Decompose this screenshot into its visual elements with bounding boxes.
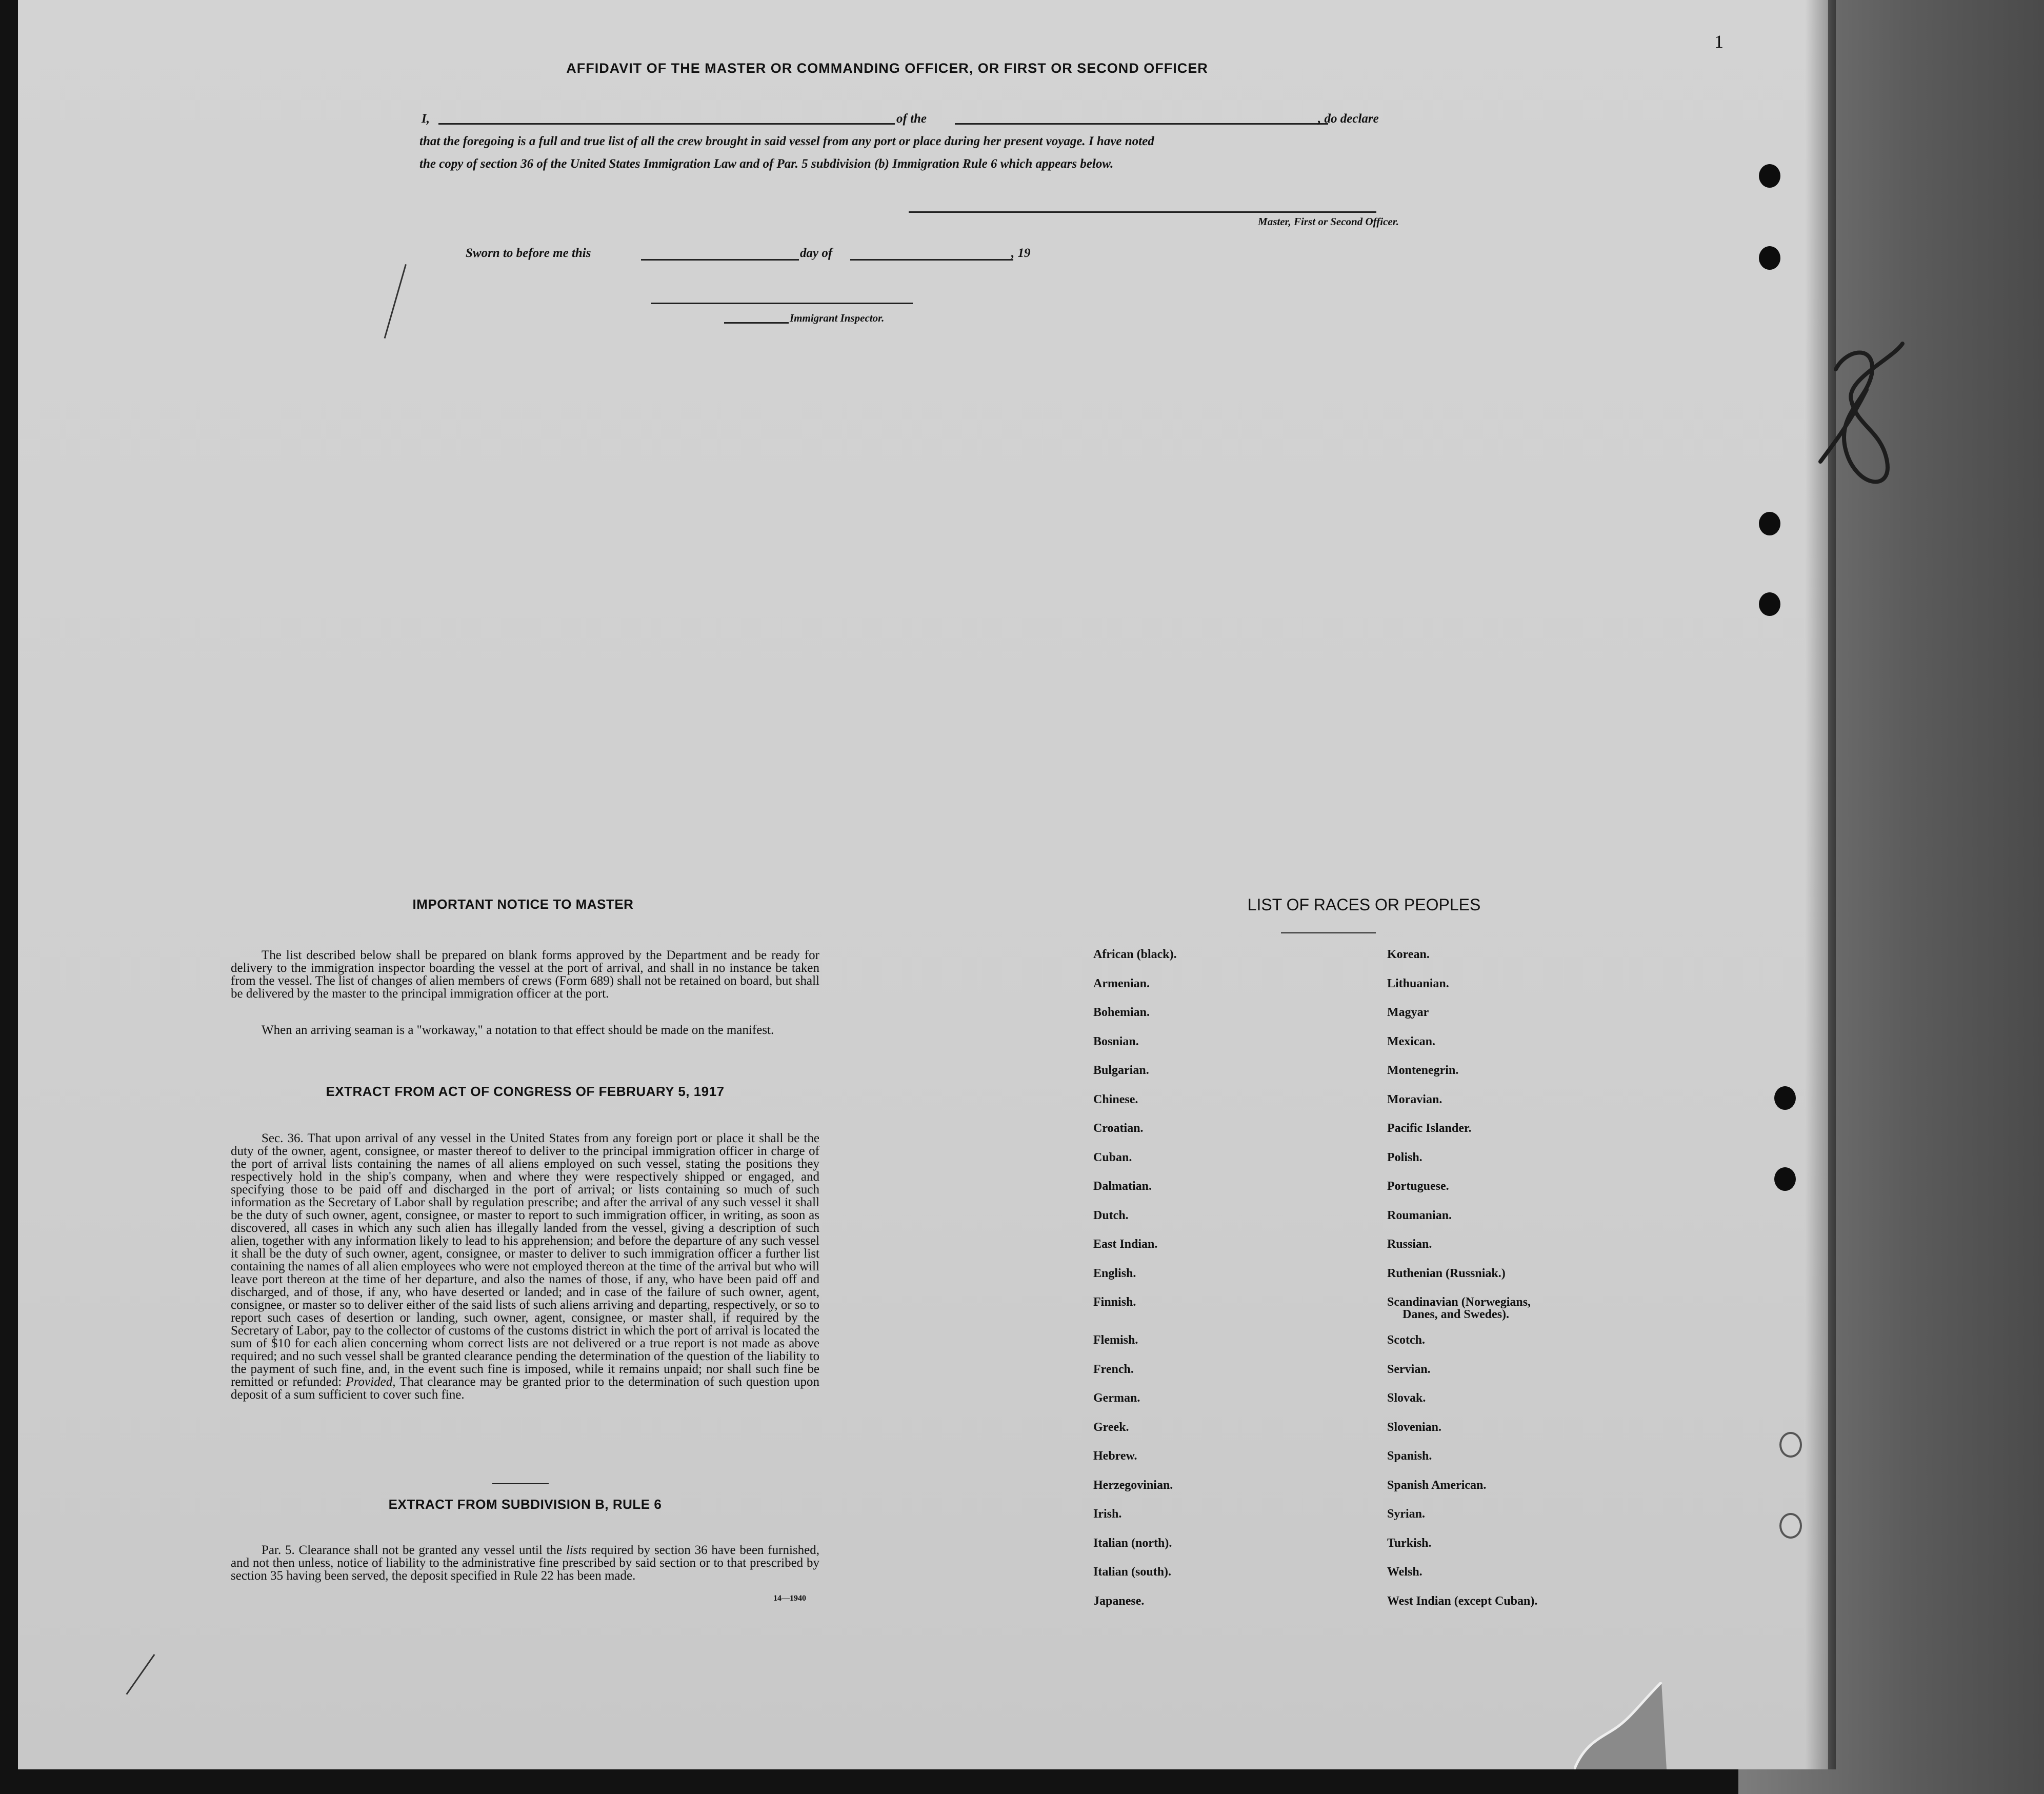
race-entry: Pacific Islander. <box>1387 1122 1472 1135</box>
section-36-end: That clearance may be granted prior to the determination of such question upon deposit of a sum sufficient to cover such fine. <box>231 1375 819 1402</box>
race-entry: Bohemian. <box>1093 1006 1150 1019</box>
sworn-month-blank[interactable] <box>850 259 1013 261</box>
vessel-blank[interactable] <box>955 123 1328 125</box>
sworn-label: Sworn to before me this <box>466 246 591 260</box>
race-entry: Japanese. <box>1093 1594 1145 1608</box>
race-entry: Flemish. <box>1093 1333 1138 1347</box>
race-entry: Greek. <box>1093 1420 1129 1434</box>
provided-word: Provided, <box>346 1375 396 1389</box>
day-of-label: day of <box>800 246 833 260</box>
race-entry: Cuban. <box>1093 1150 1132 1164</box>
handwritten-mark <box>1815 338 1918 523</box>
act-extract-title: EXTRACT FROM ACT OF CONGRESS OF FEBRUARY 5, 1917 <box>326 1084 725 1099</box>
race-entry: Syrian. <box>1387 1507 1426 1521</box>
binder-hole <box>1759 164 1780 188</box>
affidavit-line-3: the copy of section 36 of the United States Immigration Law and of Par. 5 subdivision (b) Immigration Rule 6 which appears below. <box>419 157 1114 171</box>
race-entry: Croatian. <box>1093 1122 1144 1135</box>
race-entry: Lithuanian. <box>1387 976 1449 990</box>
race-entry: French. <box>1093 1362 1134 1376</box>
affidavit-i-label: I, <box>422 112 430 126</box>
binder-hole-ring <box>1779 1432 1802 1458</box>
race-entry: Moravian. <box>1387 1092 1442 1106</box>
rule-text <box>231 1544 819 1582</box>
lists-word: lists <box>566 1543 587 1557</box>
race-entry: Russian. <box>1387 1238 1432 1251</box>
paper-tear <box>1574 1682 1667 1769</box>
inspector-signature-line[interactable] <box>651 303 913 304</box>
binder-hole <box>1774 1167 1796 1191</box>
page-edge-shadow <box>1805 0 1836 1769</box>
race-entry: Herzegovinian. <box>1093 1478 1173 1492</box>
sworn-day-blank[interactable] <box>641 259 799 261</box>
affidavit-of-the: of the <box>896 112 927 126</box>
race-entry: Spanish American. <box>1387 1478 1487 1492</box>
race-entry: Irish. <box>1093 1507 1122 1521</box>
race-entry: Armenian. <box>1093 976 1150 990</box>
race-entry: Finnish. <box>1093 1295 1136 1309</box>
race-entry: Italian (south). <box>1093 1565 1172 1579</box>
page-number: 1 <box>1714 31 1724 52</box>
race-entry: Ruthenian (Russniak.) <box>1387 1266 1506 1280</box>
race-entry: Korean. <box>1387 948 1430 961</box>
rule-text-a: Par. 5. Clearance shall not be granted any vessel until the <box>262 1543 563 1557</box>
race-entry: Slovak. <box>1387 1391 1426 1405</box>
affidavit-line-2: that the foregoing is a full and true list of all the crew brought in said vessel from any port or place during her present voyage. I have noted <box>419 134 1154 148</box>
year-label: , 19 <box>1011 246 1031 260</box>
race-entry: Bulgarian. <box>1093 1064 1149 1077</box>
race-entry: East Indian. <box>1093 1238 1158 1251</box>
affidavit-do-declare: , do declare <box>1318 112 1379 126</box>
name-blank[interactable] <box>438 123 895 125</box>
races-title-rule <box>1281 932 1376 933</box>
binder-hole <box>1759 592 1780 616</box>
race-entry: Scandinavian (Norwegians, <box>1387 1295 1531 1309</box>
binder-hole <box>1774 1086 1796 1110</box>
binder-hole-ring <box>1779 1513 1802 1539</box>
race-entry: Italian (north). <box>1093 1536 1172 1550</box>
master-label: Master, First or Second Officer. <box>1258 215 1399 228</box>
inspector-blank[interactable] <box>724 322 789 324</box>
race-entry: Scotch. <box>1387 1333 1425 1347</box>
race-entry: Roumanian. <box>1387 1208 1452 1222</box>
master-signature-line[interactable] <box>909 211 1376 213</box>
rule-extract-title: EXTRACT FROM SUBDIVISION B, RULE 6 <box>388 1497 662 1512</box>
inspector-label: Immigrant Inspector. <box>790 312 885 324</box>
notice-paragraph-2: When an arriving seaman is a "workaway," a notation to that effect should be made on the manifest. <box>262 1023 774 1037</box>
section-36-body: That upon arrival of any vessel in the United States from any foreign port or place it shall be the duty of the owner, agent, consignee, or master thereof to deliver to the principal immigration officer in charge of the port of arrival lists containing the names of all aliens employed on such vessel, stating the positions they respectively hold in the ship's company, when and where they were respectively shipped or engaged, and specifying those to be paid off and discharged in the port of arrival; or lists containing so much of such information as the Secretary of Labor shall by regulation prescribe; and after the arrival of any such vessel it shall be the duty of such owner, agent, consignee, or master to report to such immigration officer, in writing, as soon as discovered, all cases in which any such alien has illegally landed from the vessel, giving a description of such alien, together with any information likely to lead to his apprehension; and before the departure of any such vessel it shall be the duty of such owner, agent, consignee, or master to deliver to such immigration officer a further list containing the names of all alien employees who were not employed thereon at the time of the arrival but who will leave port thereon at the time of her departure, and also the names of those, if any, who have been paid off and discharged, and of those, if any, who have deserted or landed; and in case of the failure of such owner, agent, consignee, or master so to deliver either of the said lists of such aliens arriving and departing, respectively, or so to report such cases of desertion or landing, such owner, agent, consignee, or master shall, if required by the Secretary of Labor, pay to the collector of customs of the customs district in which the port of arrival is located the sum of $10 for each alien concerning whom correct lists are not delivered or a true report is not made as above required; and no such vessel shall be granted clearance pending the determination of the question of the liability to the payment of such fine, and, in the event such fine is imposed, while it remains unpaid; nor shall such fine be remitted or refunded: <box>231 1131 819 1389</box>
race-entry: German. <box>1093 1391 1140 1405</box>
race-entry: Bosnian. <box>1093 1034 1139 1048</box>
race-entry: English. <box>1093 1266 1136 1280</box>
race-entry: Chinese. <box>1093 1092 1138 1106</box>
race-entry: Welsh. <box>1387 1565 1422 1579</box>
races-title: LIST OF RACES OR PEOPLES <box>1247 895 1481 914</box>
race-entry: Spanish. <box>1387 1449 1432 1463</box>
race-entry: Polish. <box>1387 1150 1422 1164</box>
binder-hole <box>1759 246 1780 270</box>
race-entry: Magyar <box>1387 1006 1429 1019</box>
scandinavian-continuation: Danes, and Swedes). <box>1402 1308 1510 1321</box>
race-entry: Montenegrin. <box>1387 1064 1459 1077</box>
notice-title: IMPORTANT NOTICE TO MASTER <box>412 896 634 912</box>
form-code: 14—1940 <box>773 1594 806 1603</box>
binder-hole <box>1759 512 1780 535</box>
affidavit-title: AFFIDAVIT OF THE MASTER OR COMMANDING OFFICER, OR FIRST OR SECOND OFFICER <box>566 61 1208 76</box>
race-entry: Dutch. <box>1093 1208 1129 1222</box>
race-entry: Slovenian. <box>1387 1420 1442 1434</box>
notice-paragraph-1: The list described below shall be prepared on blank forms approved by the Department and be ready for delivery to the immigration inspector boarding the vessel at the port of arrival, and shall in no instance be taken from the vessel. The list of changes of alien members of crews (Form 689) shall not be retained on board, but shall be delivered by the master to the principal immigration officer at the port. <box>231 948 819 1001</box>
race-entry: Turkish. <box>1387 1536 1432 1550</box>
race-entry: West Indian (except Cuban). <box>1387 1594 1538 1608</box>
race-entry: Mexican. <box>1387 1034 1435 1048</box>
race-entry: Hebrew. <box>1093 1449 1137 1463</box>
race-entry: Servian. <box>1387 1362 1431 1376</box>
section-36-text <box>231 1132 819 1401</box>
rule-text-b: required by section 36 have been furnished, and not then unless, notice of liability to the administrative fine prescribed by said section or to that prescribed by section 35 having been served, the deposit specified in Rule 22 has been made. <box>231 1543 820 1583</box>
race-entry: Portuguese. <box>1387 1180 1449 1193</box>
divider-rule <box>492 1483 549 1484</box>
race-entry: African (black). <box>1093 948 1177 961</box>
race-entry: Dalmatian. <box>1093 1180 1152 1193</box>
section-label: Sec. 36. <box>262 1131 304 1145</box>
